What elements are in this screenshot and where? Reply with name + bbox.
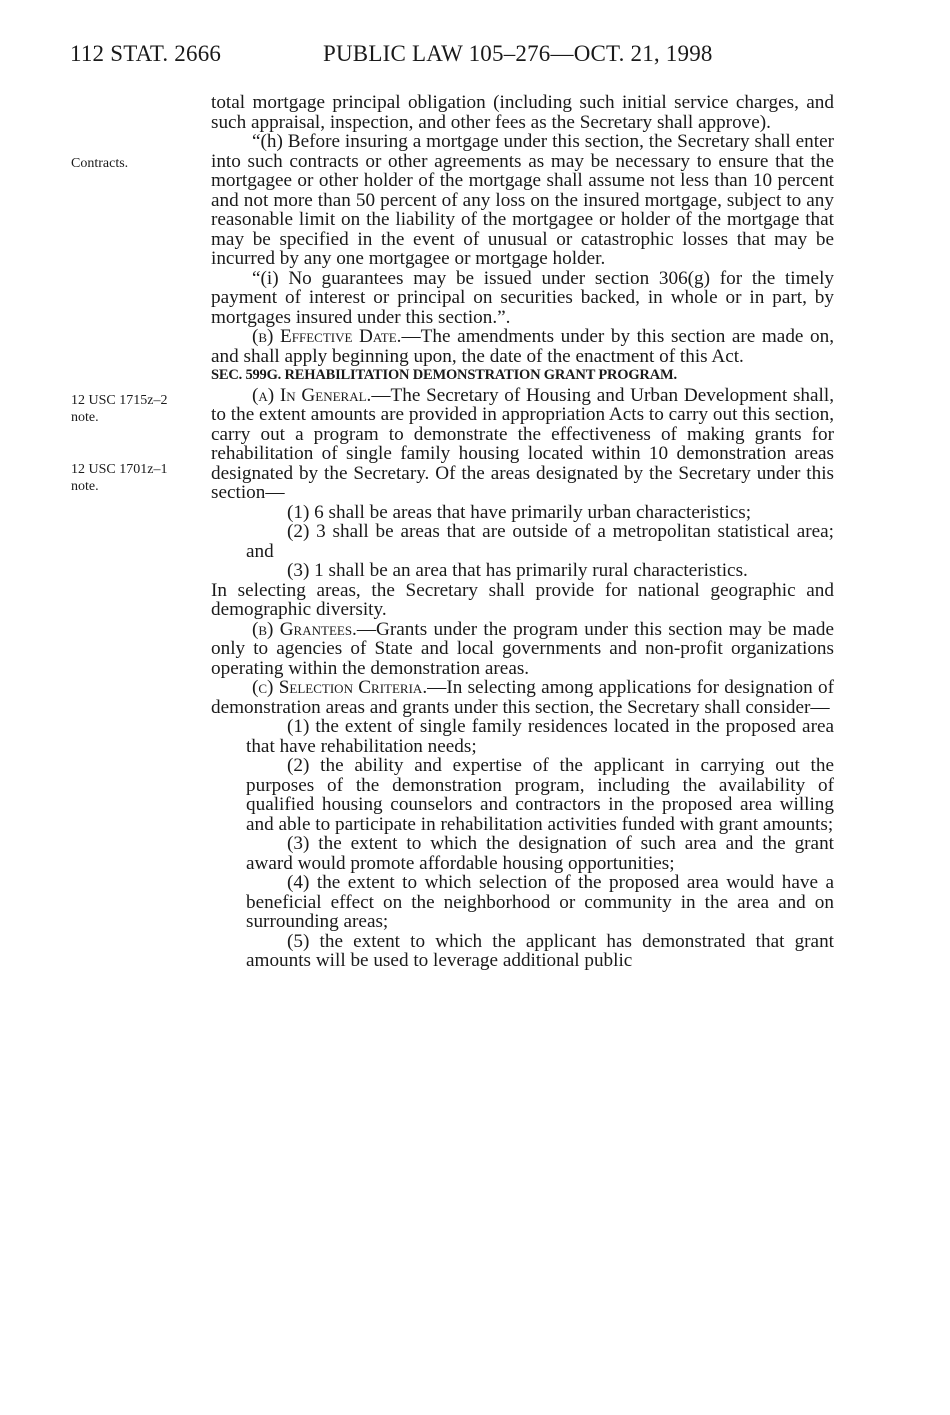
margin-note-usc-1715z-2	[71, 392, 201, 426]
section-heading: SEC. 599G. REHABILITATION DEMONSTRATION GRANT PROGRAM.	[211, 367, 677, 383]
margin-note-citation: 12 USC 1715z–2	[71, 393, 168, 408]
subsection-text: —Grants under the program under this section may be made only to agencies of State and local governments and non-profit organizations operating within the demonstration areas.	[211, 618, 834, 679]
margin-note-citation: 12 USC 1701z–1	[71, 462, 168, 477]
paragraph-effective-date	[211, 327, 834, 366]
margin-note-label: note.	[71, 479, 99, 494]
paragraph-continuation: total mortgage principal obligation (including such initial service charges, and such appraisal, inspection, and other fees as the Secretary shall approve).	[211, 92, 834, 133]
list-item: (5) the extent to which the applicant has demonstrated that grant amounts will be used to leverage additional public	[246, 930, 834, 971]
paragraph-selection-criteria	[211, 678, 834, 717]
paragraph-subsection-i: “(i) No guarantees may be issued under section 306(g) for the timely payment of interest or principal on securities backed, in whole or in part, by mortgages insured under this section.”.	[211, 267, 834, 328]
subsection-label: (b) Grantees.	[252, 618, 357, 640]
statute-body	[211, 93, 834, 971]
list-item: (3) 1 shall be an area that has primarily rural characteristics.	[287, 560, 748, 581]
list-item: (2) the ability and expertise of the applicant in carrying out the purposes of the demonstration program, including the availability of qualified housing counselors and contractors in the proposed area willing and able to participate in rehabilitation activities funded with grant amounts;	[246, 755, 834, 835]
list-item: (1) the extent of single family residences located in the proposed area that have rehabilitation needs;	[246, 716, 834, 757]
subsection-label: (a) In General.	[252, 384, 372, 406]
margin-note-label: note.	[71, 410, 99, 425]
subsection-label: (c) Selection Criteria.	[252, 677, 428, 698]
subsection-label: (b) Effective Date.	[252, 326, 402, 347]
margin-note-contracts: Contracts.	[71, 156, 129, 171]
list-item: (1) 6 shall be areas that have primarily urban characteristics;	[287, 501, 752, 523]
statute-page-reference: 112 STAT. 2666	[70, 41, 222, 66]
paragraph-selection-note: In selecting areas, the Secretary shall provide for national geographic and demographic diversity.	[211, 579, 834, 620]
paragraph-grantees	[211, 620, 834, 679]
paragraph-subsection-h: “(h) Before insuring a mortgage under this section, the Secretary shall enter into such contracts or other agreements as may be necessary to ensure that the mortgagee or other holder of the mortgage shall assume not less than 10 percent and not more than 50 percent of any loss on the insured mortgage, subject to any reasonable limit on the liability of the mortgagee or holder of the mortgage that may be specified in the event of unusual or catastrophic losses that may be incurred by any one mortgagee or mortgage holder.	[211, 131, 834, 269]
subsection-text: —In selecting among applications for designation of demonstration areas and grants under this section, the Secretary shall consider—	[211, 677, 835, 718]
subsection-text: —The amendments under by this section are made on, and shall apply beginning upon, the date of the enactment of this Act.	[211, 326, 834, 367]
list-item: (2) 3 shall be areas that are outside of a metropolitan statistical area; and	[246, 521, 834, 562]
page-header	[70, 41, 860, 71]
paragraph-in-general	[211, 386, 834, 503]
list-item: (3) the extent to which the designation of such area and the grant award would promote affordable housing opportunities;	[246, 833, 834, 874]
subsection-text: —The Secretary of Housing and Urban Development shall, to the extent amounts are provided in appropriation Acts to carry out this section, carry out a program to demonstrate the effectiveness of making grants for rehabilitation of single family housing located within 10 demonstration areas designated by the Secretary. Of the areas designated by the Secretary under this section—	[211, 384, 835, 503]
list-item: (4) the extent to which selection of the proposed area would have a beneficial effect on the neighborhood or community in the area and on surrounding areas;	[246, 872, 834, 932]
margin-note-usc-1701z-1	[71, 461, 201, 495]
public-law-title: PUBLIC LAW 105–276—OCT. 21, 1998	[323, 41, 713, 66]
